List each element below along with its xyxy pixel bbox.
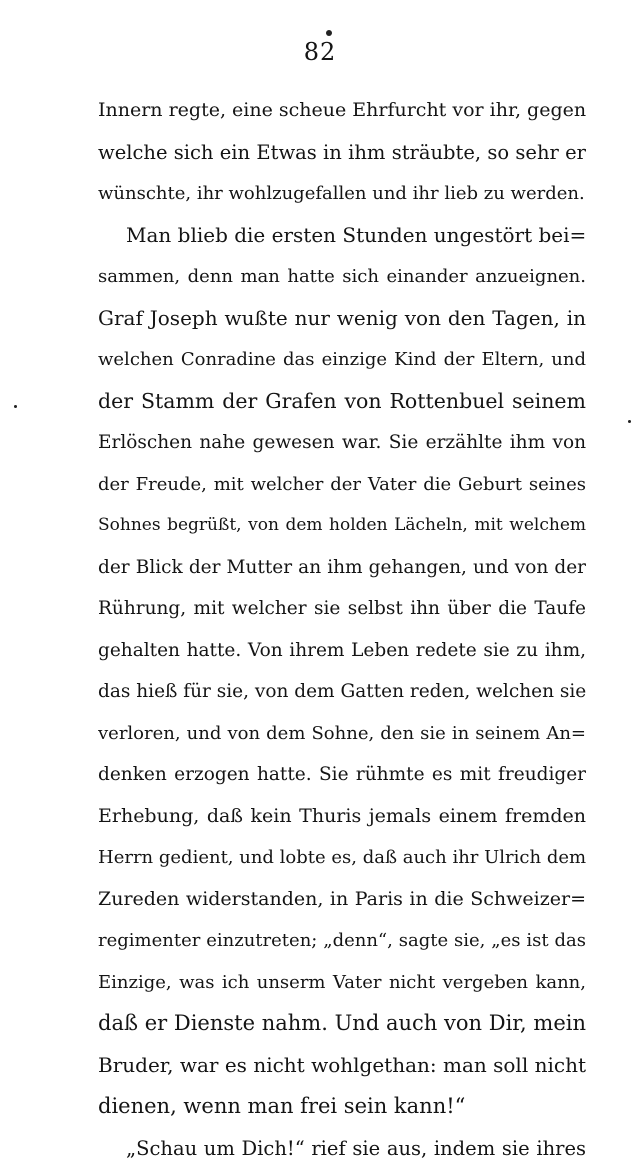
text-line: Rührung, mit welcher sie selbst ihn über die Taufe xyxy=(98,588,586,630)
text-line: der Stamm der Grafen von Rottenbuel seinem xyxy=(98,381,586,423)
text-line: denken erzogen hatte. Sie rühmte es mit freudiger xyxy=(98,754,586,796)
text-line: Bruder, war es nicht wohlgethan: man soll nicht xyxy=(98,1045,586,1087)
text-line: Graf Joseph wußte nur wenig von den Tagen, in xyxy=(98,298,586,340)
text-line: Herrn gedient, und lobte es, daß auch ihr Ulrich dem xyxy=(98,837,586,879)
text-line: sammen, denn man hatte sich einander anzueignen. xyxy=(98,256,586,298)
ink-speck xyxy=(14,405,17,408)
ink-speck xyxy=(628,420,631,423)
text-line: Einzige, was ich unserm Vater nicht vergeben kann, xyxy=(98,962,586,1004)
text-line: daß er Dienste nahm. Und auch von Dir, mein xyxy=(98,1003,586,1045)
text-line: Innern regte, eine scheue Ehrfurcht vor ihr, gegen xyxy=(98,90,586,132)
text-line: Erhebung, daß kein Thuris jemals einem fremden xyxy=(98,796,586,838)
text-line: dienen, wenn man frei sein kann!“ xyxy=(98,1086,586,1128)
text-line: Zureden widerstanden, in Paris in die Schweizer= xyxy=(98,879,586,921)
text-line: Sohnes begrüßt, von dem holden Lächeln, mit welchem xyxy=(98,505,586,547)
text-line: der Blick der Mutter an ihm gehangen, und von der xyxy=(98,547,586,589)
text-line: „Schau um Dich!“ rief sie aus, indem sie ihres xyxy=(98,1128,586,1169)
text-line: gehalten hatte. Von ihrem Leben redete sie zu ihm, xyxy=(98,630,586,672)
text-line: regimenter einzutreten; „denn“, sagte sie, „es ist das xyxy=(98,920,586,962)
text-line: das hieß für sie, von dem Gatten reden, welchen sie xyxy=(98,671,586,713)
text-line: Erlöschen nahe gewesen war. Sie erzählte ihm von xyxy=(98,422,586,464)
text-line: verloren, und von dem Sohne, den sie in seinem An= xyxy=(98,713,586,755)
text-line: Man blieb die ersten Stunden ungestört bei= xyxy=(98,215,586,257)
text-line: der Freude, mit welcher der Vater die Geburt seines xyxy=(98,464,586,506)
text-line: welchen Conradine das einzige Kind der Eltern, und xyxy=(98,339,586,381)
body-text xyxy=(98,90,586,1169)
text-line: welche sich ein Etwas in ihm sträubte, so sehr er xyxy=(98,132,586,174)
ink-speck xyxy=(326,30,332,36)
text-line: wünschte, ihr wohlzugefallen und ihr lieb zu werden. xyxy=(98,173,586,215)
page-number: 82 xyxy=(0,38,640,66)
